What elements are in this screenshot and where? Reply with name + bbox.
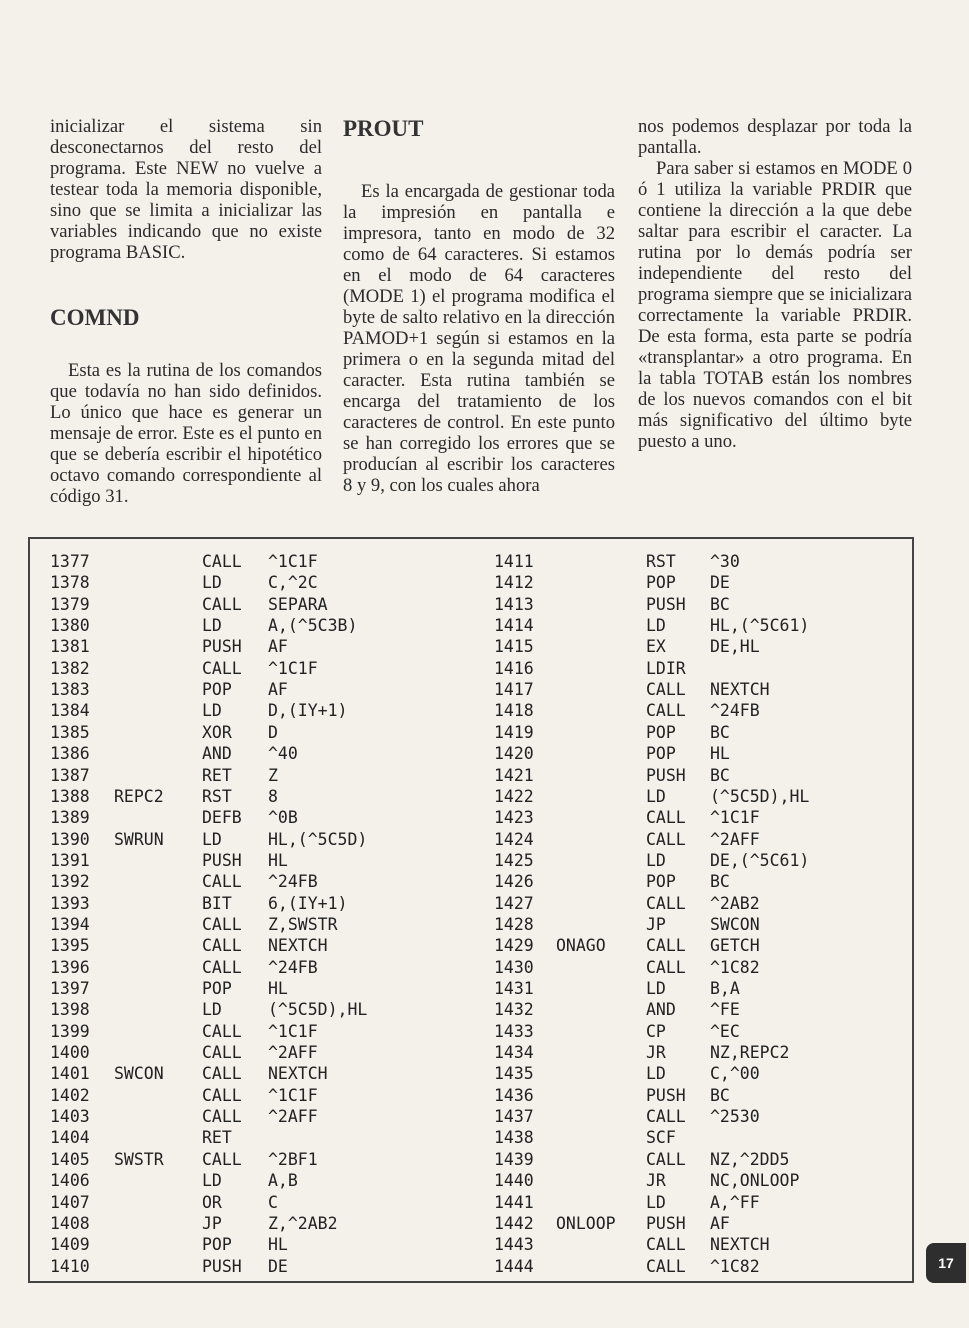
label: SWCON (114, 1064, 164, 1084)
line-number: 1392 (50, 872, 90, 892)
listing-row (30, 935, 912, 956)
operand: HL,(^5C61) (710, 616, 810, 636)
operand: ^2AFF (268, 1043, 318, 1063)
operand: (^5C5D),HL (710, 786, 810, 806)
line-number: 1385 (50, 722, 90, 742)
line-number: 1408 (50, 1213, 90, 1233)
opcode: LD (646, 786, 666, 806)
operand: A,B (268, 1171, 298, 1191)
line-number: 1406 (50, 1171, 90, 1191)
operand: ^0B (268, 808, 298, 828)
section-heading-comnd: COMND (50, 305, 140, 330)
operand: NEXTCH (268, 1064, 328, 1084)
section-heading-prout: PROUT (343, 116, 424, 141)
line-number: 1434 (494, 1043, 534, 1063)
line-number: 1381 (50, 637, 90, 657)
opcode: RET (202, 765, 232, 785)
opcode: CALL (202, 594, 242, 614)
line-number: 1426 (494, 872, 534, 892)
listing-row (30, 1149, 912, 1170)
operand: NZ,REPC2 (710, 1043, 790, 1063)
operand: DE,(^5C61) (710, 850, 810, 870)
opcode: CALL (202, 1107, 242, 1127)
opcode: CALL (202, 1021, 242, 1041)
operand: 6,(IY+1) (268, 893, 348, 913)
operand: ^1C1F (268, 552, 318, 571)
line-number: 1441 (494, 1192, 534, 1212)
listing-row (30, 765, 912, 786)
listing-row (30, 1234, 912, 1255)
listing-row (30, 636, 912, 657)
page-number-badge: 17 (926, 1243, 966, 1283)
opcode: LD (646, 979, 666, 998)
listing-row (30, 658, 912, 679)
listing-row (30, 1021, 912, 1042)
opcode: JP (646, 914, 666, 934)
opcode: LD (202, 829, 222, 849)
line-number: 1431 (494, 979, 534, 998)
operand: HL,(^5C5D) (268, 829, 368, 849)
line-number: 1407 (50, 1192, 90, 1212)
operand: ^1C82 (710, 957, 760, 977)
opcode: POP (646, 872, 676, 892)
line-number: 1442 (494, 1213, 534, 1233)
operand: SEPARA (268, 594, 328, 614)
listing-row (30, 829, 912, 850)
paragraph: Para saber si estamos en MODE 0 ó 1 utiliza la variable PRDIR que contiene la dirección a la que debe saltar para escribir el caracter. La rutina por lo demás podría ser independiente del resto del programa siempre que se inicializara correctamente la variable PRDIR. De esta forma, esta parte se podría «transplantar» a otro programa. En la tabla TOTAB están los nombres de los nuevos comandos con el bit más significativo del último byte puesto a uno. (638, 158, 912, 452)
line-number: 1443 (494, 1235, 534, 1255)
line-number: 1389 (50, 808, 90, 828)
label: SWSTR (114, 1149, 164, 1169)
line-number: 1402 (50, 1085, 90, 1105)
opcode: CP (646, 1021, 666, 1041)
opcode: AND (646, 1000, 676, 1020)
listing-row (30, 679, 912, 700)
listing-row (30, 551, 912, 572)
operand: ^2AB2 (710, 893, 760, 913)
line-number: 1403 (50, 1107, 90, 1127)
listing-row (30, 786, 912, 807)
listing-row (30, 722, 912, 743)
line-number: 1395 (50, 936, 90, 956)
opcode: CALL (646, 1107, 686, 1127)
line-number: 1421 (494, 765, 534, 785)
assembly-listing (28, 537, 914, 1283)
operand: ^2AFF (268, 1107, 318, 1127)
operand: ^2530 (710, 1107, 760, 1127)
line-number: 1420 (494, 744, 534, 764)
opcode: LD (202, 573, 222, 593)
opcode: RST (202, 786, 232, 806)
listing-row (30, 807, 912, 828)
line-number: 1394 (50, 914, 90, 934)
opcode: JR (646, 1171, 666, 1191)
operand: AF (268, 680, 288, 700)
listing-row (30, 1256, 912, 1277)
opcode: POP (646, 573, 676, 593)
opcode: CALL (646, 1235, 686, 1255)
opcode: PUSH (646, 1085, 686, 1105)
operand: C,^2C (268, 573, 318, 593)
line-number: 1417 (494, 680, 534, 700)
line-number: 1437 (494, 1107, 534, 1127)
operand: B,A (710, 979, 740, 998)
paragraph: Esta es la rutina de los comandos que todavía no han sido definidos. Lo único que hace es generar un mensaje de error. Este es el punto en que se debería escribir el hipotético octavo comando correspondiente al código 31. (50, 360, 322, 507)
listing-row (30, 893, 912, 914)
operand: HL (710, 744, 730, 764)
opcode: POP (646, 722, 676, 742)
listing-row (30, 871, 912, 892)
opcode: PUSH (202, 1256, 242, 1276)
listing-row (30, 850, 912, 871)
listing-row (30, 700, 912, 721)
opcode: LD (202, 701, 222, 721)
operand: BC (710, 1085, 730, 1105)
operand: C,^00 (710, 1064, 760, 1084)
text-column-3 (638, 116, 912, 452)
operand: ^FE (710, 1000, 740, 1020)
paragraph: nos podemos desplazar por toda la pantalla. (638, 116, 912, 158)
line-number: 1429 (494, 936, 534, 956)
line-number: 1386 (50, 744, 90, 764)
listing-row (30, 1106, 912, 1127)
opcode: CALL (646, 957, 686, 977)
opcode: JR (646, 1043, 666, 1063)
line-number: 1383 (50, 680, 90, 700)
label: ONAGO (556, 936, 606, 956)
label: SWRUN (114, 829, 164, 849)
operand: ^1C1F (268, 1085, 318, 1105)
opcode: JP (202, 1213, 222, 1233)
operand: ^EC (710, 1021, 740, 1041)
operand: BC (710, 872, 730, 892)
operand: Z (268, 765, 278, 785)
opcode: LD (202, 1000, 222, 1020)
operand: ^2BF1 (268, 1149, 318, 1169)
line-number: 1428 (494, 914, 534, 934)
opcode: POP (202, 680, 232, 700)
opcode: PUSH (202, 637, 242, 657)
listing-row (30, 1192, 912, 1213)
line-number: 1427 (494, 893, 534, 913)
label: ONLOOP (556, 1213, 616, 1233)
line-number: 1439 (494, 1149, 534, 1169)
line-number: 1433 (494, 1021, 534, 1041)
operand: ^24FB (710, 701, 760, 721)
opcode: LD (646, 850, 666, 870)
operand: ^40 (268, 744, 298, 764)
line-number: 1377 (50, 552, 90, 571)
opcode: RST (646, 552, 676, 571)
opcode: CALL (646, 829, 686, 849)
listing-row (30, 1170, 912, 1191)
operand: C (268, 1192, 278, 1212)
line-number: 1384 (50, 701, 90, 721)
operand: D,(IY+1) (268, 701, 348, 721)
operand: BC (710, 594, 730, 614)
text-column-1 (50, 116, 322, 507)
operand: DE,HL (710, 637, 760, 657)
line-number: 1396 (50, 957, 90, 977)
operand: AF (268, 637, 288, 657)
opcode: XOR (202, 722, 232, 742)
opcode: POP (202, 1235, 232, 1255)
listing-row (30, 1085, 912, 1106)
opcode: POP (202, 979, 232, 998)
opcode: CALL (646, 1256, 686, 1276)
listing-row (30, 1042, 912, 1063)
listing-row (30, 914, 912, 935)
operand: SWCON (710, 914, 760, 934)
operand: HL (268, 850, 288, 870)
operand: Z,SWSTR (268, 914, 338, 934)
opcode: PUSH (202, 850, 242, 870)
line-number: 1387 (50, 765, 90, 785)
opcode: CALL (646, 701, 686, 721)
opcode: CALL (202, 552, 242, 571)
opcode: CALL (202, 1149, 242, 1169)
operand: NEXTCH (710, 680, 770, 700)
line-number: 1418 (494, 701, 534, 721)
paragraph: Es la encargada de gestionar toda la impresión en pantalla e impresora, tanto en modo de 32 como de 64 caracteres. Si estamos en el modo de 64 caracteres (MODE 1) el programa modifica el byte de salto relativo en la dirección PAMOD+1 según si estamos en la primera o en la segunda mitad del caracter. Esta rutina también se encarga del tratamiento de los caracteres de control. En este punto se han corregido los errores que se producían al escribir los caracteres 8 y 9, con los cuales ahora (343, 181, 615, 496)
line-number: 1444 (494, 1256, 534, 1276)
opcode: CALL (646, 936, 686, 956)
opcode: CALL (646, 808, 686, 828)
operand: BC (710, 722, 730, 742)
operand: ^30 (710, 552, 740, 571)
line-number: 1390 (50, 829, 90, 849)
operand: ^1C1F (268, 658, 318, 678)
line-number: 1419 (494, 722, 534, 742)
line-number: 1422 (494, 786, 534, 806)
opcode: CALL (202, 872, 242, 892)
line-number: 1400 (50, 1043, 90, 1063)
paragraph: inicializar el sistema sin desconectarnos del resto del programa. Este NEW no vuelve a testear toda la memoria disponible, sino que se limita a inicializar las variables indicando que no existe programa BASIC. (50, 116, 322, 263)
operand: HL (268, 1235, 288, 1255)
opcode: EX (646, 637, 666, 657)
line-number: 1401 (50, 1064, 90, 1084)
opcode: CALL (202, 1064, 242, 1084)
line-number: 1432 (494, 1000, 534, 1020)
line-number: 1409 (50, 1235, 90, 1255)
listing-row (30, 978, 912, 999)
listing-row (30, 999, 912, 1020)
operand: Z,^2AB2 (268, 1213, 338, 1233)
line-number: 1411 (494, 552, 534, 571)
listing-row (30, 594, 912, 615)
operand: DE (710, 573, 730, 593)
line-number: 1425 (494, 850, 534, 870)
operand: AF (710, 1213, 730, 1233)
opcode: CALL (646, 893, 686, 913)
operand: ^1C82 (710, 1256, 760, 1276)
text-column-2 (343, 116, 615, 496)
line-number: 1416 (494, 658, 534, 678)
opcode: CALL (202, 936, 242, 956)
opcode: DEFB (202, 808, 242, 828)
opcode: CALL (202, 914, 242, 934)
operand: 8 (268, 786, 278, 806)
line-number: 1423 (494, 808, 534, 828)
line-number: 1382 (50, 658, 90, 678)
operand: ^24FB (268, 957, 318, 977)
line-number: 1393 (50, 893, 90, 913)
opcode: PUSH (646, 594, 686, 614)
line-number: 1415 (494, 637, 534, 657)
operand: NC,ONLOOP (710, 1171, 800, 1191)
line-number: 1380 (50, 616, 90, 636)
line-number: 1399 (50, 1021, 90, 1041)
line-number: 1397 (50, 979, 90, 998)
opcode: POP (646, 744, 676, 764)
line-number: 1424 (494, 829, 534, 849)
line-number: 1405 (50, 1149, 90, 1169)
line-number: 1413 (494, 594, 534, 614)
opcode: BIT (202, 893, 232, 913)
listing-row (30, 615, 912, 636)
operand: GETCH (710, 936, 760, 956)
opcode: RET (202, 1128, 232, 1148)
opcode: CALL (202, 1043, 242, 1063)
line-number: 1404 (50, 1128, 90, 1148)
opcode: CALL (202, 658, 242, 678)
listing-row (30, 957, 912, 978)
opcode: LD (202, 1171, 222, 1191)
line-number: 1435 (494, 1064, 534, 1084)
opcode: SCF (646, 1128, 676, 1148)
operand: A,(^5C3B) (268, 616, 358, 636)
operand: BC (710, 765, 730, 785)
line-number: 1436 (494, 1085, 534, 1105)
line-number: 1410 (50, 1256, 90, 1276)
opcode: LD (202, 616, 222, 636)
operand: NEXTCH (268, 936, 328, 956)
label: REPC2 (114, 786, 164, 806)
line-number: 1379 (50, 594, 90, 614)
listing-row (30, 743, 912, 764)
line-number: 1378 (50, 573, 90, 593)
operand: NZ,^2DD5 (710, 1149, 790, 1169)
listing-row (30, 1213, 912, 1234)
opcode: AND (202, 744, 232, 764)
operand: DE (268, 1256, 288, 1276)
line-number: 1414 (494, 616, 534, 636)
opcode: PUSH (646, 765, 686, 785)
operand: ^1C1F (268, 1021, 318, 1041)
listing-row (30, 572, 912, 593)
listing-row (30, 1063, 912, 1084)
operand: NEXTCH (710, 1235, 770, 1255)
line-number: 1398 (50, 1000, 90, 1020)
line-number: 1438 (494, 1128, 534, 1148)
opcode: LD (646, 1192, 666, 1212)
opcode: CALL (202, 957, 242, 977)
listing-row (30, 1127, 912, 1148)
operand: A,^FF (710, 1192, 760, 1212)
operand: ^1C1F (710, 808, 760, 828)
opcode: PUSH (646, 1213, 686, 1233)
operand: HL (268, 979, 288, 998)
opcode: CALL (646, 680, 686, 700)
line-number: 1412 (494, 573, 534, 593)
line-number: 1440 (494, 1171, 534, 1191)
opcode: OR (202, 1192, 222, 1212)
line-number: 1391 (50, 850, 90, 870)
operand: D (268, 722, 278, 742)
operand: (^5C5D),HL (268, 1000, 368, 1020)
operand: ^2AFF (710, 829, 760, 849)
opcode: CALL (646, 1149, 686, 1169)
opcode: LD (646, 1064, 666, 1084)
opcode: CALL (202, 1085, 242, 1105)
line-number: 1388 (50, 786, 90, 806)
operand: ^24FB (268, 872, 318, 892)
line-number: 1430 (494, 957, 534, 977)
opcode: LDIR (646, 658, 686, 678)
opcode: LD (646, 616, 666, 636)
